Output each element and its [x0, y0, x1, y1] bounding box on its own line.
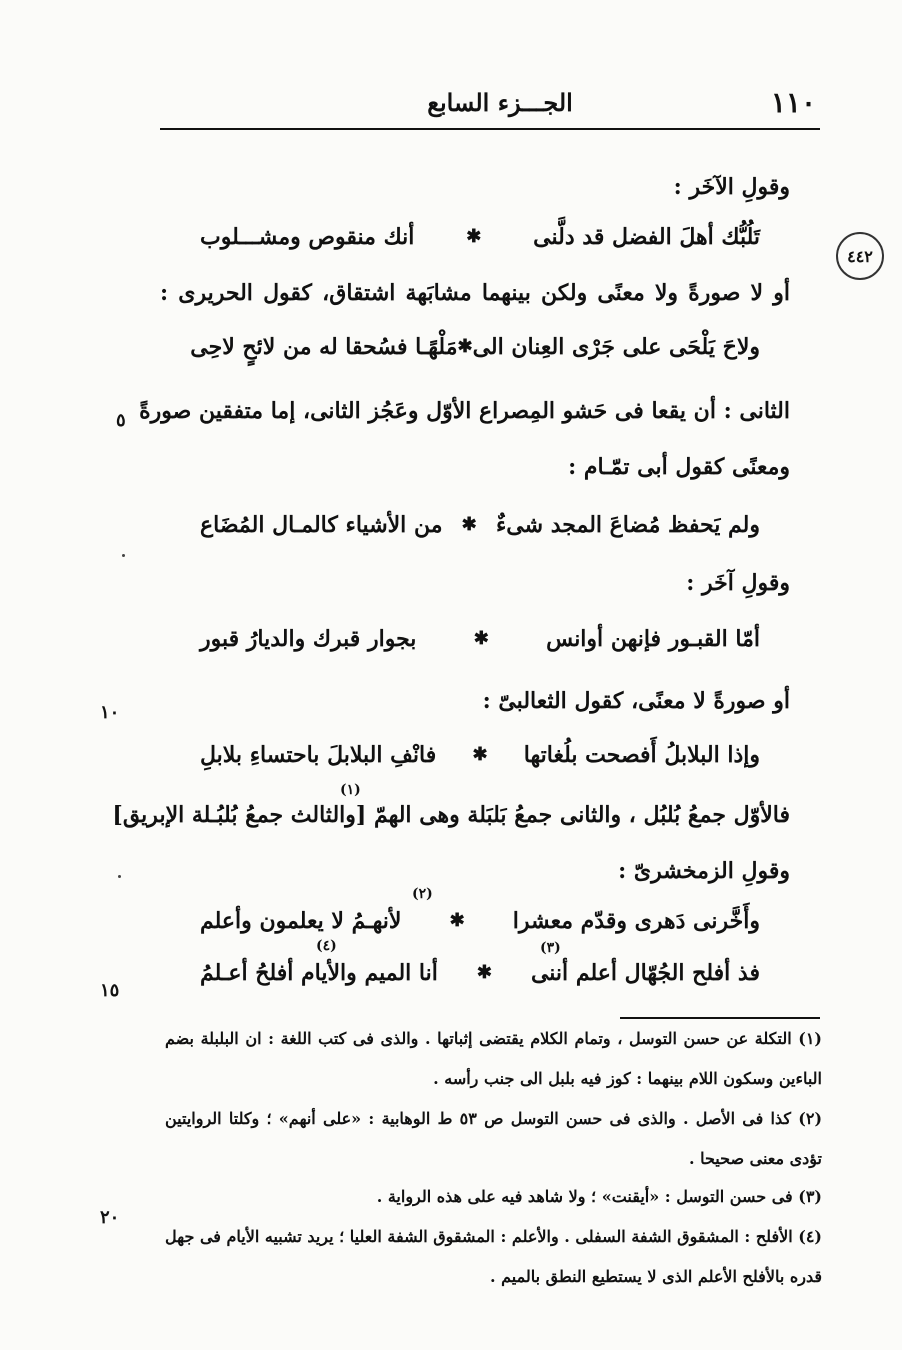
verse-first-hemistich: ولم يَحفظ مُضاعَ المجد شىءٌ	[495, 512, 760, 538]
verse-separator: ✱	[476, 962, 492, 983]
verse-first-hemistich: وإذا البلابلُ أَفصحت بلُغاتها	[523, 742, 760, 768]
margin-seal: ٤٤٢	[836, 232, 884, 280]
verse-line	[200, 906, 760, 936]
prose-line: الثانى : أن يقعا فى حَشو المِصراع الأوّل وعَجُز الثانى، إما متفقين صورةً	[139, 398, 790, 424]
verse-second-hemistich: بجوار قبرك والديارُ قبور	[200, 626, 417, 652]
main-text	[112, 0, 820, 1010]
verse-line	[200, 222, 760, 252]
prose-line: فالأوّل جمعُ بُلبُل ، والثانى جمعُ بَلبَلة وهى الهمّ [والثالث جمعُ بُلبُـلة الإبريق]	[112, 802, 790, 828]
verse-first-hemistich: ولاحَ يَلْحَى على جَرْى العِنان الى	[472, 334, 760, 360]
verse-line	[200, 958, 760, 988]
footnote-3: (٣) فى حسن التوسل : «أيقنت» ؛ ولا شاهد فيه على هذه الرواية .	[376, 1187, 822, 1206]
verse-separator: ✱	[461, 514, 477, 535]
verse-second-hemistich: أنك منقوص ومشـــلوب	[200, 224, 415, 250]
verse-line	[200, 624, 760, 654]
verse-line	[190, 332, 760, 362]
verse-first-hemistich: تَلُبُّك أهلَ الفضل قد دلَّنى	[533, 224, 760, 250]
footnote-ref-1: (١)	[340, 782, 361, 798]
intro-line: وقولِ الزمخشرىّ :	[618, 858, 790, 884]
verse-line	[200, 740, 760, 770]
footnote-ref-3: (٣)	[540, 940, 561, 956]
intro-line: وقولِ الآخَر :	[673, 174, 790, 200]
page-number: ١١٠	[770, 86, 816, 119]
verse-separator: ✱	[457, 336, 473, 357]
footnote-2-cont: تؤدى معنى صحيحا .	[688, 1149, 822, 1168]
verse-line	[200, 510, 760, 540]
footnote-4: (٤) الأفلح : المشقوق الشفة السفلى . والأعلم : المشقوق الشفة العليا ؛ يريد تشبيه الأيام فى جهل	[165, 1227, 822, 1246]
prose-line: أو لا صورةً ولا معنًى ولكن بينهما مشابَهة اشتقاق، كقول الحريرى :	[160, 280, 790, 306]
prose-line: أو صورةً لا معنًى، كقول الثعالبىّ :	[482, 688, 790, 714]
verse-separator: ✱	[466, 226, 482, 247]
verse-first-hemistich: وأَخَّرنى دَهرى وقدّم معشرا	[512, 908, 760, 934]
margin-speck	[122, 554, 125, 557]
footnote-4-cont: قدره بالأفلح الأعلم الذى لا يستطيع النطق بالميم .	[489, 1267, 822, 1286]
verse-second-hemistich: مَلْهًـا فسُحقا له من لائحٍ لاحِى	[190, 334, 458, 360]
verse-second-hemistich: لأنهـمُ لا يعلمون وأعلم	[200, 908, 402, 934]
verse-second-hemistich: أنا الميم والأيام أفلحُ أعـلمُ	[200, 960, 438, 986]
intro-line: وقولِ آخَر :	[686, 570, 790, 596]
verse-separator: ✱	[472, 744, 488, 765]
footnote-ref-4: (٤)	[316, 938, 337, 954]
line-number-15: ١٥	[100, 980, 120, 1001]
footnote-ref-2: (٢)	[412, 886, 433, 902]
footnote-1-cont: الباءين وسكون اللام بينهما : كوز فيه بلبل الى جنب رأسه .	[433, 1069, 822, 1088]
running-title: الجـــزء السابع	[427, 88, 573, 117]
verse-first-hemistich: أمّا القبـور فإنهن أوانس	[546, 626, 760, 652]
verse-second-hemistich: من الأشياء كالمـال المُضَاع	[200, 512, 443, 538]
verse-separator: ✱	[473, 628, 489, 649]
margin-speck	[118, 875, 121, 878]
footnote-rule	[620, 1017, 820, 1019]
line-number-20: ٢٠	[100, 1207, 120, 1228]
line-number-5: ٥	[116, 410, 126, 431]
verse-separator: ✱	[449, 910, 465, 931]
verse-first-hemistich: فذ أفلح الجُهّال أعلم أننى	[530, 960, 760, 986]
line-number-10: ١٠	[100, 702, 120, 723]
prose-line: ومعنًى كقول أبى تمّـام :	[568, 454, 790, 480]
verse-second-hemistich: فانْفِ البلابلَ باحتساءِ بلابلِ	[200, 742, 437, 768]
footnote-1: (١) التكلة عن حسن التوسل ، وتمام الكلام يقتضى إثباتها . والذى فى كتب اللغة : ان البلبلة بضم	[165, 1029, 822, 1048]
footnote-2: (٢) كذا فى الأصل . والذى فى حسن التوسل ص ٥٣ ط الوهابية : «على أنهم» ؛ وكلتا الروايتين	[165, 1109, 823, 1128]
